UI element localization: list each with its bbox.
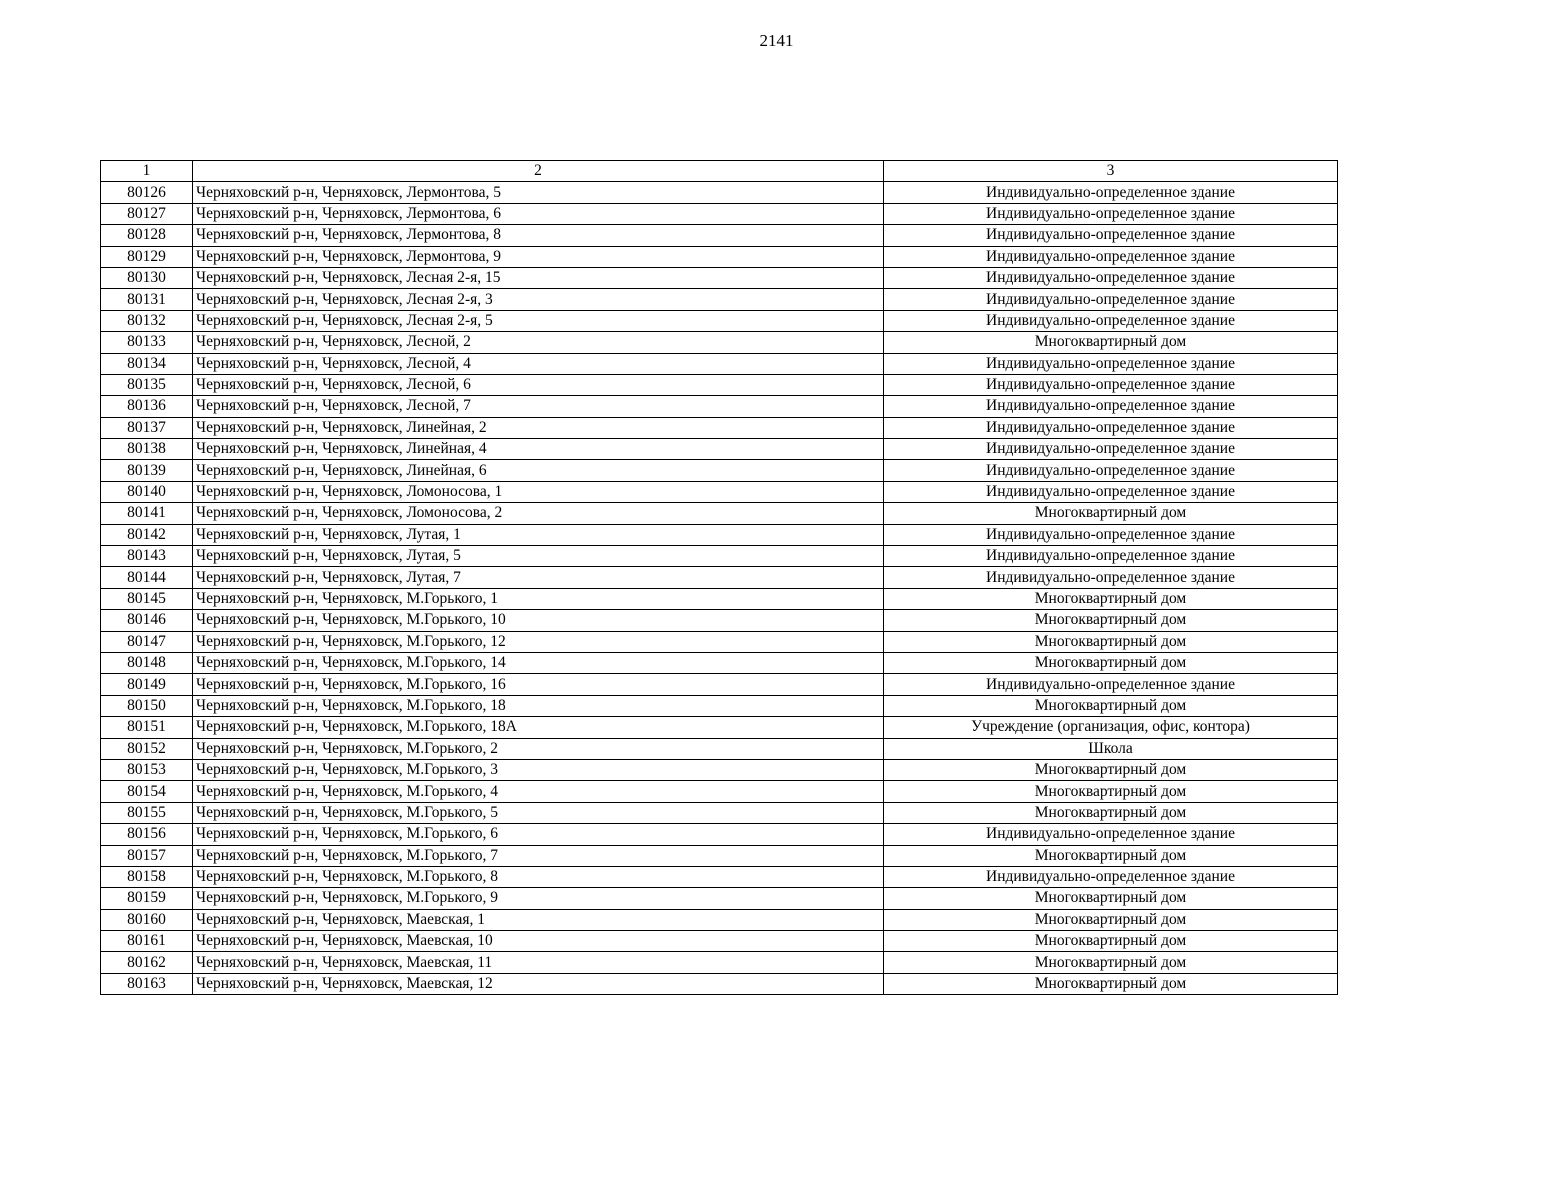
row-address-cell: Черняховский р-н, Черняховск, Лермонтова, 8 (193, 225, 884, 246)
table-row (101, 353, 1338, 374)
row-type-cell: Индивидуально-определенное здание (884, 546, 1338, 567)
row-id-cell: 80149 (101, 674, 193, 695)
row-id-cell: 80135 (101, 374, 193, 395)
row-type-cell: Многоквартирный дом (884, 759, 1338, 780)
row-id-cell: 80160 (101, 909, 193, 930)
row-address-cell: Черняховский р-н, Черняховск, М.Горького, 5 (193, 802, 884, 823)
row-type-cell: Многоквартирный дом (884, 802, 1338, 823)
row-id-cell: 80131 (101, 289, 193, 310)
table-row (101, 182, 1338, 203)
table-row (101, 781, 1338, 802)
row-type-cell: Индивидуально-определенное здание (884, 310, 1338, 331)
table-row (101, 203, 1338, 224)
row-address-cell: Черняховский р-н, Черняховск, Лесной, 2 (193, 332, 884, 353)
table-row (101, 267, 1338, 288)
row-address-cell: Черняховский р-н, Черняховск, Маевская, 1 (193, 909, 884, 930)
table-body (101, 182, 1338, 995)
row-type-cell: Индивидуально-определенное здание (884, 439, 1338, 460)
row-type-cell: Школа (884, 738, 1338, 759)
table-row (101, 802, 1338, 823)
row-address-cell: Черняховский р-н, Черняховск, Лесная 2-я, 3 (193, 289, 884, 310)
row-id-cell: 80152 (101, 738, 193, 759)
row-id-cell: 80162 (101, 952, 193, 973)
row-id-cell: 80151 (101, 717, 193, 738)
table-row (101, 460, 1338, 481)
table-row (101, 652, 1338, 673)
table-row (101, 225, 1338, 246)
row-type-cell: Многоквартирный дом (884, 652, 1338, 673)
row-id-cell: 80137 (101, 417, 193, 438)
row-type-cell: Индивидуально-определенное здание (884, 267, 1338, 288)
table-row (101, 888, 1338, 909)
row-id-cell: 80148 (101, 652, 193, 673)
table-row (101, 759, 1338, 780)
table-row (101, 909, 1338, 930)
row-id-cell: 80143 (101, 546, 193, 567)
row-type-cell: Индивидуально-определенное здание (884, 353, 1338, 374)
row-address-cell: Черняховский р-н, Черняховск, М.Горького, 4 (193, 781, 884, 802)
table-row (101, 717, 1338, 738)
row-type-cell: Многоквартирный дом (884, 931, 1338, 952)
row-address-cell: Черняховский р-н, Черняховск, Лермонтова, 5 (193, 182, 884, 203)
table-row (101, 567, 1338, 588)
row-id-cell: 80156 (101, 824, 193, 845)
column-header-2: 2 (193, 161, 884, 182)
row-address-cell: Черняховский р-н, Черняховск, М.Горького, 6 (193, 824, 884, 845)
row-type-cell: Учреждение (организация, офис, контора) (884, 717, 1338, 738)
row-type-cell: Многоквартирный дом (884, 909, 1338, 930)
table-row (101, 503, 1338, 524)
table-row (101, 631, 1338, 652)
row-id-cell: 80158 (101, 866, 193, 887)
row-address-cell: Черняховский р-н, Черняховск, М.Горького, 1 (193, 588, 884, 609)
table-row (101, 374, 1338, 395)
row-address-cell: Черняховский р-н, Черняховск, М.Горького, 8 (193, 866, 884, 887)
row-id-cell: 80141 (101, 503, 193, 524)
row-address-cell: Черняховский р-н, Черняховск, Лутая, 1 (193, 524, 884, 545)
table-row (101, 866, 1338, 887)
row-id-cell: 80147 (101, 631, 193, 652)
row-address-cell: Черняховский р-н, Черняховск, Лермонтова, 6 (193, 203, 884, 224)
row-type-cell: Индивидуально-определенное здание (884, 824, 1338, 845)
row-id-cell: 80163 (101, 973, 193, 994)
row-id-cell: 80150 (101, 695, 193, 716)
table-row (101, 845, 1338, 866)
table-row (101, 674, 1338, 695)
row-id-cell: 80132 (101, 310, 193, 331)
page-number: 2141 (759, 31, 794, 50)
table-row (101, 310, 1338, 331)
row-type-cell: Индивидуально-определенное здание (884, 524, 1338, 545)
row-type-cell: Индивидуально-определенное здание (884, 203, 1338, 224)
row-id-cell: 80126 (101, 182, 193, 203)
row-type-cell: Индивидуально-определенное здание (884, 289, 1338, 310)
row-id-cell: 80128 (101, 225, 193, 246)
column-header-1: 1 (101, 161, 193, 182)
row-id-cell: 80136 (101, 396, 193, 417)
row-type-cell: Многоквартирный дом (884, 631, 1338, 652)
row-address-cell: Черняховский р-н, Черняховск, Лесной, 7 (193, 396, 884, 417)
row-address-cell: Черняховский р-н, Черняховск, Линейная, 6 (193, 460, 884, 481)
table-row (101, 931, 1338, 952)
row-address-cell: Черняховский р-н, Черняховск, Лесная 2-я, 5 (193, 310, 884, 331)
row-type-cell: Многоквартирный дом (884, 695, 1338, 716)
row-type-cell: Индивидуально-определенное здание (884, 396, 1338, 417)
row-address-cell: Черняховский р-н, Черняховск, Лутая, 5 (193, 546, 884, 567)
row-type-cell: Индивидуально-определенное здание (884, 246, 1338, 267)
row-id-cell: 80129 (101, 246, 193, 267)
row-id-cell: 80127 (101, 203, 193, 224)
row-type-cell: Многоквартирный дом (884, 952, 1338, 973)
table-row (101, 396, 1338, 417)
row-address-cell: Черняховский р-н, Черняховск, М.Горького, 2 (193, 738, 884, 759)
row-id-cell: 80138 (101, 439, 193, 460)
row-address-cell: Черняховский р-н, Черняховск, М.Горького, 10 (193, 610, 884, 631)
row-type-cell: Многоквартирный дом (884, 973, 1338, 994)
row-address-cell: Черняховский р-н, Черняховск, М.Горького, 3 (193, 759, 884, 780)
row-address-cell: Черняховский р-н, Черняховск, Маевская, 11 (193, 952, 884, 973)
row-id-cell: 80157 (101, 845, 193, 866)
table-row (101, 973, 1338, 994)
row-type-cell: Многоквартирный дом (884, 610, 1338, 631)
row-address-cell: Черняховский р-н, Черняховск, Ломоносова, 2 (193, 503, 884, 524)
row-address-cell: Черняховский р-н, Черняховск, Лермонтова, 9 (193, 246, 884, 267)
table-row (101, 332, 1338, 353)
row-id-cell: 80144 (101, 567, 193, 588)
row-address-cell: Черняховский р-н, Черняховск, Лутая, 7 (193, 567, 884, 588)
table-row (101, 439, 1338, 460)
row-id-cell: 80140 (101, 481, 193, 502)
row-address-cell: Черняховский р-н, Черняховск, Лесной, 4 (193, 353, 884, 374)
row-id-cell: 80134 (101, 353, 193, 374)
row-type-cell: Многоквартирный дом (884, 503, 1338, 524)
row-type-cell: Индивидуально-определенное здание (884, 460, 1338, 481)
table-row (101, 824, 1338, 845)
row-id-cell: 80155 (101, 802, 193, 823)
row-address-cell: Черняховский р-н, Черняховск, М.Горького, 7 (193, 845, 884, 866)
row-address-cell: Черняховский р-н, Черняховск, Лесная 2-я, 15 (193, 267, 884, 288)
row-type-cell: Индивидуально-определенное здание (884, 225, 1338, 246)
row-id-cell: 80154 (101, 781, 193, 802)
row-address-cell: Черняховский р-н, Черняховск, М.Горького, 12 (193, 631, 884, 652)
row-id-cell: 80142 (101, 524, 193, 545)
column-header-3: 3 (884, 161, 1338, 182)
row-type-cell: Индивидуально-определенное здание (884, 674, 1338, 695)
table-row (101, 546, 1338, 567)
table-row (101, 481, 1338, 502)
table-row (101, 952, 1338, 973)
row-type-cell: Индивидуально-определенное здание (884, 182, 1338, 203)
row-address-cell: Черняховский р-н, Черняховск, Маевская, 12 (193, 973, 884, 994)
table-row (101, 610, 1338, 631)
row-address-cell: Черняховский р-н, Черняховск, Маевская, 10 (193, 931, 884, 952)
row-type-cell: Индивидуально-определенное здание (884, 567, 1338, 588)
row-address-cell: Черняховский р-н, Черняховск, М.Горького, 9 (193, 888, 884, 909)
table-row (101, 417, 1338, 438)
table-row (101, 524, 1338, 545)
table-header-row (101, 161, 1338, 182)
row-type-cell: Многоквартирный дом (884, 888, 1338, 909)
row-id-cell: 80139 (101, 460, 193, 481)
row-address-cell: Черняховский р-н, Черняховск, Линейная, 4 (193, 439, 884, 460)
row-type-cell: Индивидуально-определенное здание (884, 481, 1338, 502)
table-row (101, 289, 1338, 310)
row-id-cell: 80146 (101, 610, 193, 631)
row-type-cell: Многоквартирный дом (884, 332, 1338, 353)
table-row (101, 588, 1338, 609)
table-row (101, 738, 1338, 759)
row-type-cell: Индивидуально-определенное здание (884, 417, 1338, 438)
row-address-cell: Черняховский р-н, Черняховск, М.Горького, 18 (193, 695, 884, 716)
row-type-cell: Индивидуально-определенное здание (884, 866, 1338, 887)
row-type-cell: Многоквартирный дом (884, 781, 1338, 802)
row-address-cell: Черняховский р-н, Черняховск, Ломоносова, 1 (193, 481, 884, 502)
table-row (101, 246, 1338, 267)
row-address-cell: Черняховский р-н, Черняховск, М.Горького, 14 (193, 652, 884, 673)
row-id-cell: 80161 (101, 931, 193, 952)
property-register-table (100, 160, 1338, 995)
row-id-cell: 80153 (101, 759, 193, 780)
row-type-cell: Индивидуально-определенное здание (884, 374, 1338, 395)
row-type-cell: Многоквартирный дом (884, 588, 1338, 609)
row-type-cell: Многоквартирный дом (884, 845, 1338, 866)
row-id-cell: 80159 (101, 888, 193, 909)
row-address-cell: Черняховский р-н, Черняховск, М.Горького, 18А (193, 717, 884, 738)
row-id-cell: 80145 (101, 588, 193, 609)
row-address-cell: Черняховский р-н, Черняховск, М.Горького, 16 (193, 674, 884, 695)
row-id-cell: 80130 (101, 267, 193, 288)
row-address-cell: Черняховский р-н, Черняховск, Лесной, 6 (193, 374, 884, 395)
row-address-cell: Черняховский р-н, Черняховск, Линейная, 2 (193, 417, 884, 438)
table-row (101, 695, 1338, 716)
row-id-cell: 80133 (101, 332, 193, 353)
